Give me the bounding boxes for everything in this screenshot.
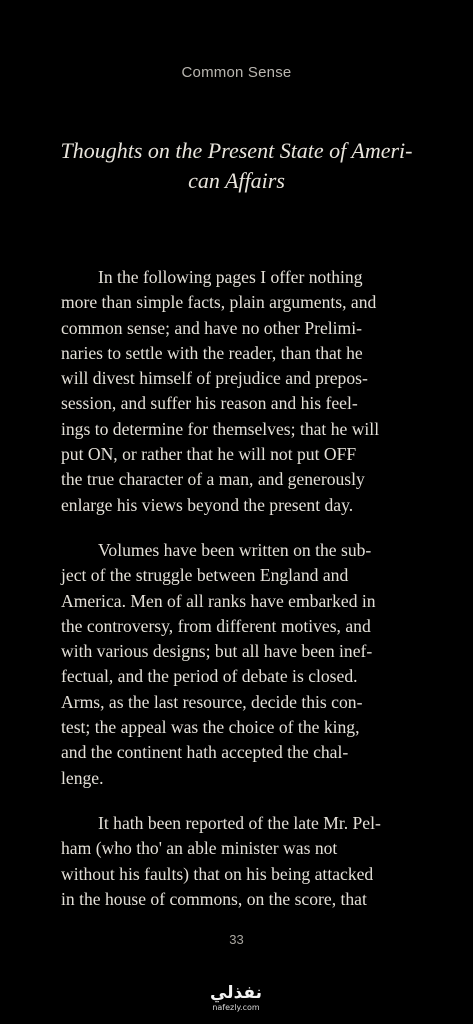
text-line: naries to settle with the reader, than that he bbox=[61, 342, 363, 363]
book-title: Common Sense bbox=[181, 64, 292, 81]
text-line: without his faults) that on his being attacked bbox=[61, 863, 374, 884]
paragraph bbox=[61, 265, 416, 518]
body-text bbox=[61, 265, 416, 932]
text-line: It hath been reported of the late Mr. Pel- bbox=[98, 812, 381, 833]
text-line: In the following pages I offer nothing bbox=[98, 267, 363, 287]
paragraph bbox=[61, 811, 416, 912]
text-line: session, and suffer his reason and his feel- bbox=[61, 393, 358, 414]
text-line: put ON, or rather that he will not put OFF bbox=[61, 444, 357, 465]
text-line: will divest himself of prejudice and prepos- bbox=[61, 368, 368, 389]
text-line: America. Men of all ranks have embarked in bbox=[61, 590, 376, 611]
text-line: lenge. bbox=[61, 767, 104, 788]
text-line: with various designs; but all have been inef- bbox=[61, 641, 373, 662]
text-line: enlarge his views beyond the present day. bbox=[61, 494, 354, 515]
chapter-heading bbox=[40, 136, 433, 196]
text-line: common sense; and have no other Prelimi- bbox=[61, 317, 362, 338]
text-line: ham (who tho' an able minister was not bbox=[61, 838, 338, 859]
text-line: more than simple facts, plain arguments, and bbox=[61, 292, 377, 313]
chapter-heading-line: Thoughts on the Present State of Ameri- bbox=[60, 138, 413, 163]
watermark-logo: نفذلي bbox=[209, 983, 263, 1003]
text-line: ings to determine for themselves; that he will bbox=[61, 418, 380, 439]
text-line: Volumes have been written on the sub- bbox=[98, 539, 372, 560]
paragraph bbox=[61, 538, 416, 791]
text-line: test; the appeal was the choice of the king, bbox=[61, 717, 360, 738]
text-line: ject of the struggle between England and bbox=[61, 565, 349, 586]
text-line: and the continent hath accepted the chal- bbox=[61, 742, 349, 763]
chapter-heading-line: can Affairs bbox=[188, 168, 285, 193]
text-line: the true character of a man, and generously bbox=[61, 469, 365, 490]
text-line: Arms, as the last resource, decide this con- bbox=[61, 691, 363, 712]
text-line: in the house of commons, on the score, that bbox=[61, 888, 367, 909]
text-line: the controversy, from different motives, and bbox=[61, 615, 371, 636]
nafezly-watermark bbox=[196, 983, 276, 1013]
page-number: 33 bbox=[229, 932, 244, 947]
text-line: fectual, and the period of debate is closed. bbox=[61, 666, 358, 687]
watermark-url: nafezly.com bbox=[212, 1003, 260, 1012]
